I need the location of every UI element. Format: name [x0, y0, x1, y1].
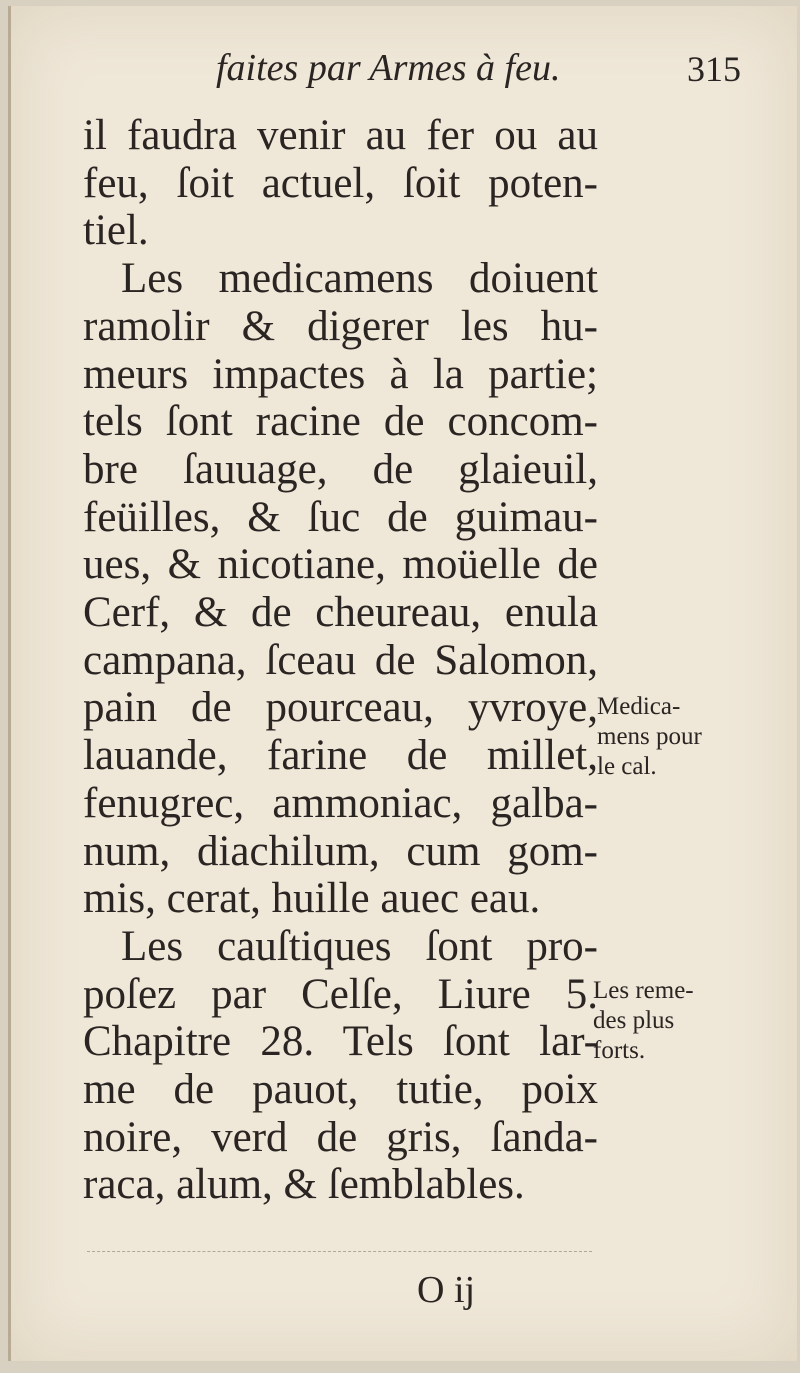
margin-note-line: Les reme-	[593, 977, 694, 1004]
page-number: 315	[687, 49, 741, 89]
margin-note-line: le cal.	[597, 753, 657, 780]
body-text	[83, 112, 598, 1209]
text-line: pain de pourceau, yvroye,	[83, 684, 598, 732]
signature-mark: O ij	[417, 1269, 476, 1311]
book-page	[8, 6, 797, 1361]
text-line: ues, & nicotiane, moüelle de	[83, 541, 598, 589]
text-line: fenugrec, ammoniac, galba-	[83, 779, 598, 827]
text-line: il faudra venir au fer ou au	[83, 112, 598, 159]
text-line: Chapitre 28. Tels ſont lar-	[83, 1018, 598, 1066]
text-line: campana, ſceau de Salomon,	[83, 636, 598, 684]
margin-note-line: mens pour	[597, 723, 702, 750]
text-line: Cerf, & de cheureau, enula	[83, 589, 598, 637]
text-line: lauande, farine de millet,	[83, 732, 598, 780]
text-line: noire, verd de gris, ſanda-	[83, 1113, 598, 1161]
text-line: Les cauſtiques ſont pro-	[121, 922, 598, 970]
text-line: num, diachilum, cum gom-	[83, 827, 598, 875]
margin-note-remedes	[593, 976, 694, 1066]
margin-note-medicamens	[597, 692, 702, 782]
margin-note-line: des plus	[593, 1007, 675, 1034]
text-line: Les medicamens doiuent	[121, 255, 598, 303]
text-line: poſez par Celſe, Liure 5.	[83, 970, 598, 1018]
text-line: raca, alum, & ſemblables.	[83, 1161, 525, 1209]
bottom-rule	[87, 1251, 592, 1252]
running-title: faites par Armes à feu.	[216, 47, 561, 89]
text-line: feüilles, & ſuc de guimau-	[83, 493, 598, 541]
margin-note-line: Medica-	[597, 693, 681, 720]
text-line: ramolir & digerer les hu-	[83, 302, 598, 350]
text-line: bre ſauuage, de glaieuil,	[83, 445, 598, 493]
text-line: mis, cerat, huille auec eau.	[83, 875, 541, 923]
text-line: tiel.	[83, 207, 149, 255]
text-line: tels ſont racine de concom-	[83, 398, 598, 446]
text-line: me de pauot, tutie, poix	[83, 1066, 598, 1114]
text-line: meurs impactes à la partie;	[83, 350, 598, 398]
text-line: feu, ſoit actuel, ſoit poten-	[83, 159, 598, 207]
margin-note-line: forts.	[593, 1037, 646, 1064]
